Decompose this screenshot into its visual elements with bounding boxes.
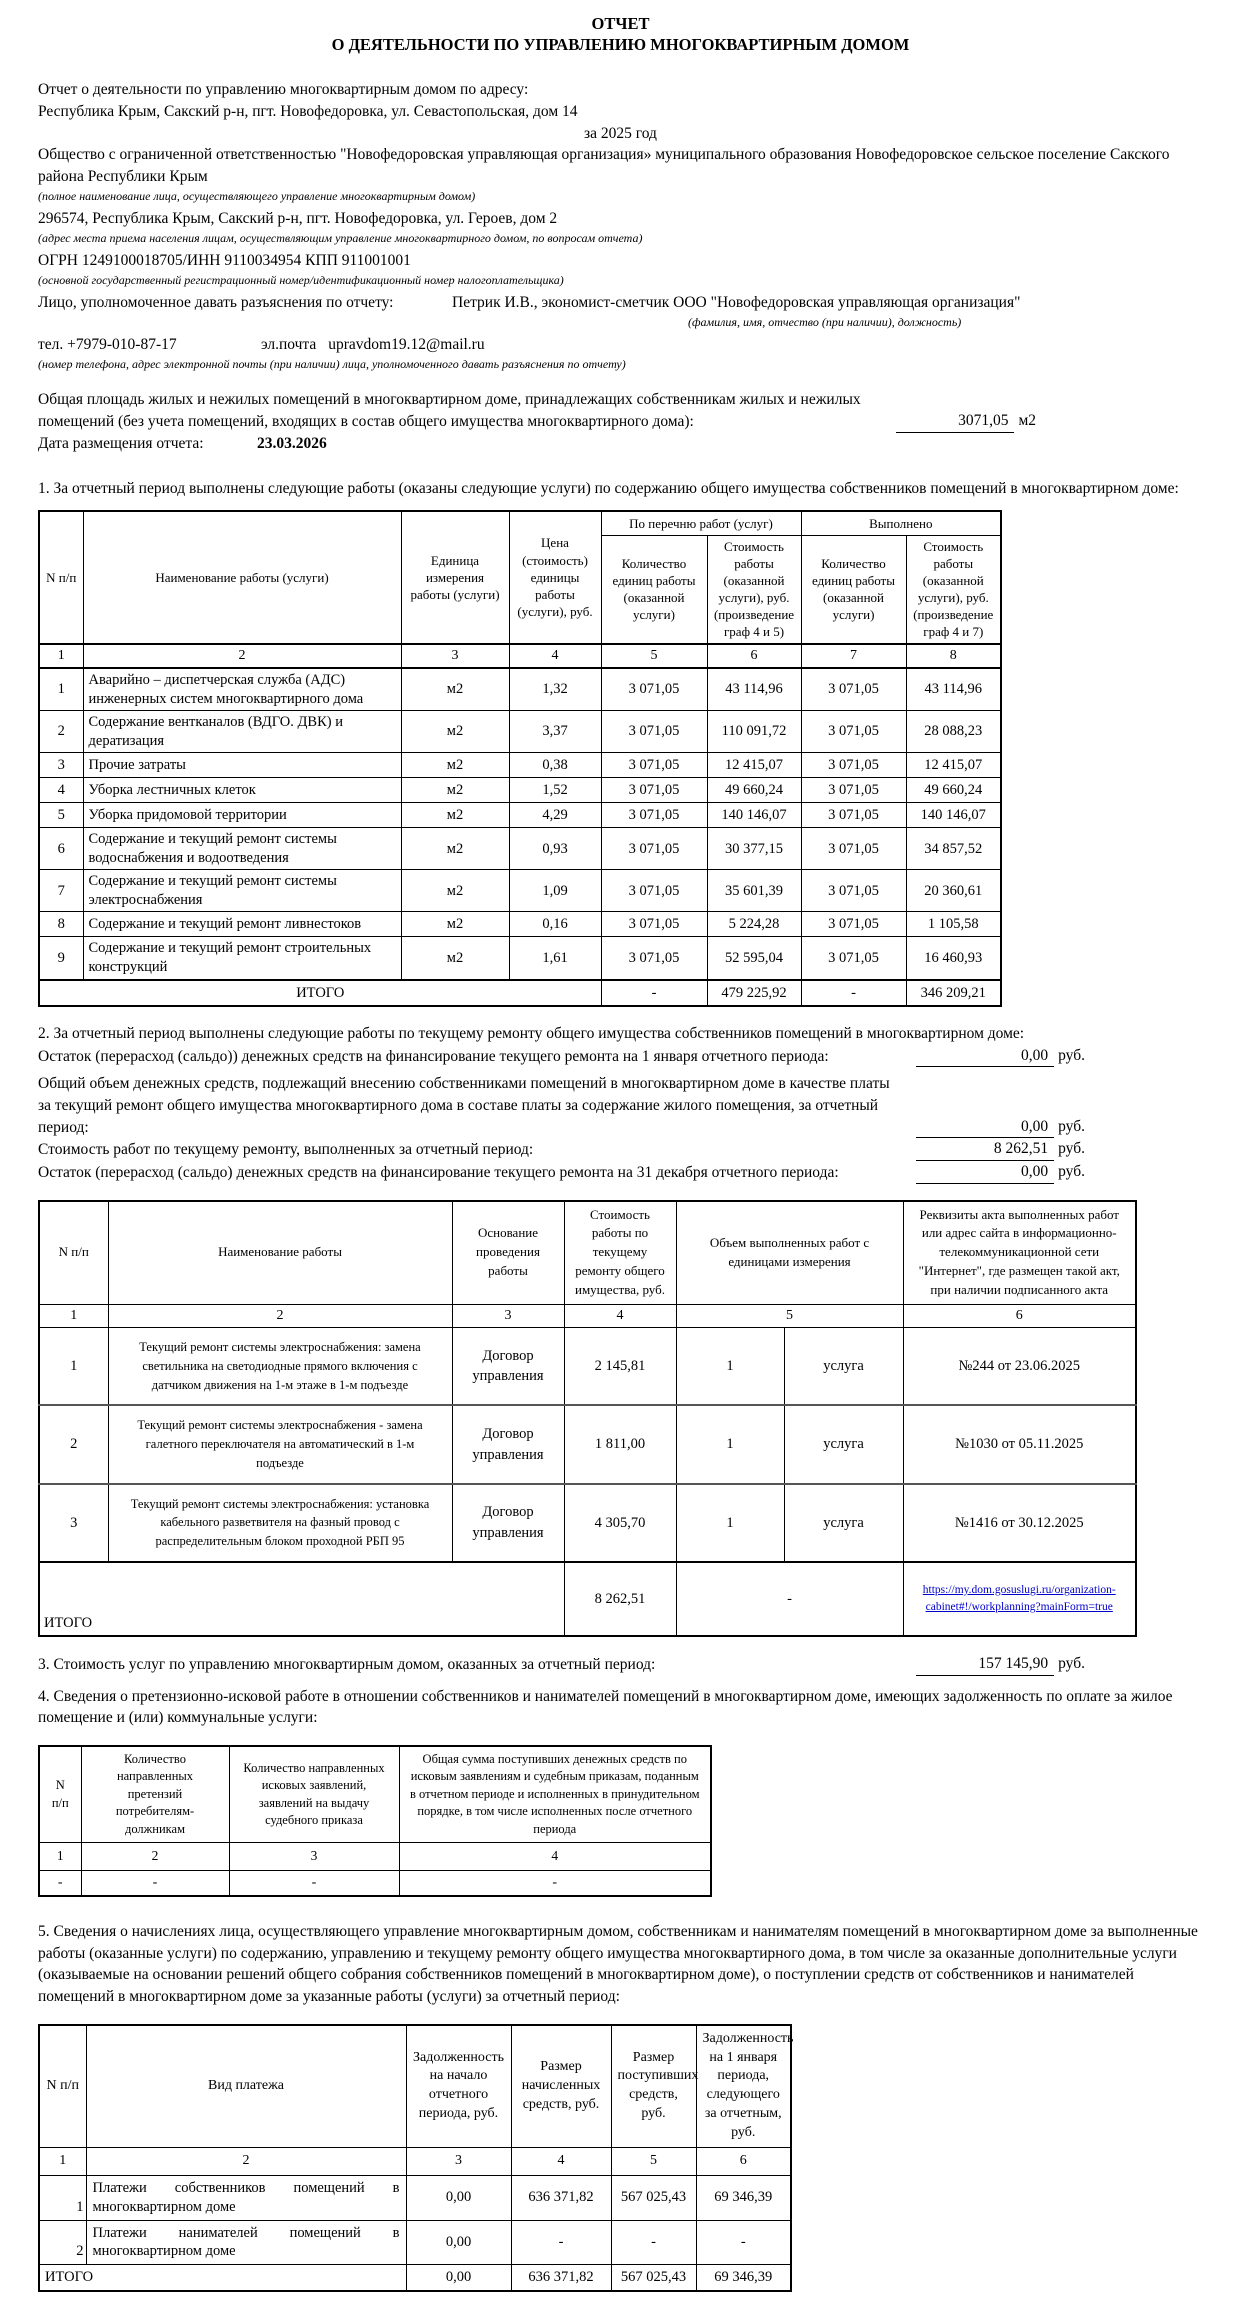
t4-header-suits: Количество направленных исковых заявлений, заявлений на выдачу судебного приказа <box>229 1746 399 1843</box>
act-link[interactable]: https://my.dom.gosuslugi.ru/organization-cabinet#!/workplanning?mainForm=true <box>922 1583 1116 1613</box>
work-unit: м2 <box>401 937 509 980</box>
work-row <box>39 753 1001 778</box>
t5-total-row <box>39 2265 791 2291</box>
contact-line <box>38 292 1203 314</box>
work-price: 3,37 <box>509 711 601 753</box>
phone-note: (номер телефона, адрес электронной почты (при наличии) лица, уполномоченного давать разъяснения по отчету) <box>38 357 626 371</box>
t1-total-cost-listed: 479 225,92 <box>707 980 801 1006</box>
work-row <box>39 828 1001 870</box>
publish-date-value: 23.03.2026 <box>257 434 327 452</box>
t4-header-claims: Количество направленных претензий потребителям-должникам <box>81 1746 229 1843</box>
work-name: Содержание и текущий ремонт строительных конструкций <box>83 937 401 980</box>
work-cost-listed: 43 114,96 <box>707 668 801 711</box>
phone-value: +7979-010-87-17 <box>67 336 177 354</box>
t5-colnum: 5 <box>611 2148 696 2176</box>
work-name: Аварийно – диспетчерская служба (АДС) инженерных систем многоквартирного дома <box>83 668 401 711</box>
t2-colnum: 6 <box>903 1304 1136 1327</box>
t2-column-numbers-row <box>39 1304 1136 1327</box>
work-cost-listed: 49 660,24 <box>707 778 801 803</box>
work-qty-listed: 3 071,05 <box>601 828 707 870</box>
org-ogrn-note: (основной государственный регистрационный номер/идентификационный номер налогоплательщика) <box>38 272 564 287</box>
t1-column-numbers-row <box>39 644 1001 668</box>
email-value: upravdom19.12@mail.ru <box>328 336 485 354</box>
t2-total-volume: - <box>676 1562 903 1636</box>
s2-balance-start-line <box>38 1045 1203 1068</box>
t4-column-numbers-row <box>39 1843 711 1871</box>
t1-colnum: 7 <box>801 644 906 668</box>
t2-header-row <box>39 1201 1136 1305</box>
work-qty-listed: 3 071,05 <box>601 711 707 753</box>
report-subtitle: О ДЕЯТЕЛЬНОСТИ ПО УПРАВЛЕНИЮ МНОГОКВАРТИРНЫМ ДОМОМ <box>331 34 910 54</box>
work-qty-done: 3 071,05 <box>801 828 906 870</box>
repair-cost: 2 145,81 <box>564 1328 676 1406</box>
house-address: Республика Крым, Сакский р-н, пгт. Новофедоровка, ул. Севастопольская, дом 14 <box>38 102 578 120</box>
payment-debt-end: 69 346,39 <box>696 2175 791 2220</box>
payment-num: 1 <box>39 2175 86 2220</box>
repair-num: 2 <box>39 1405 108 1483</box>
phone-block <box>38 334 261 356</box>
work-num: 6 <box>39 828 83 870</box>
t2-total-cost: 8 262,51 <box>564 1562 676 1636</box>
work-unit: м2 <box>401 778 509 803</box>
work-cost-done: 34 857,52 <box>906 828 1001 870</box>
t1-header-price: Цена (стоимость) единицы работы (услуги), руб. <box>509 511 601 643</box>
repair-unit: услуга <box>784 1484 903 1562</box>
payment-debt-start: 0,00 <box>406 2220 511 2265</box>
work-qty-done: 3 071,05 <box>801 912 906 937</box>
work-unit: м2 <box>401 870 509 912</box>
t1-total-cost-done: 346 209,21 <box>906 980 1001 1006</box>
repair-act: №1030 от 05.11.2025 <box>903 1405 1136 1483</box>
phone-label: тел. <box>38 336 64 354</box>
t1-total-qty-listed: - <box>601 980 707 1006</box>
s2-line-unit: руб. <box>1058 1117 1085 1135</box>
work-cost-listed: 30 377,15 <box>707 828 801 870</box>
section2-heading: 2. За отчетный период выполнены следующие работы по текущему ремонту общего имущества собственников помещений в многоквартирном доме: <box>38 1024 1025 1042</box>
repair-row <box>39 1328 1136 1406</box>
work-cost-done: 49 660,24 <box>906 778 1001 803</box>
t1-header-qty-done: Количество единиц работы (оказанной услуги) <box>801 535 906 643</box>
publish-date-label: Дата размещения отчета: <box>38 434 204 452</box>
t5-column-numbers-row <box>39 2148 791 2176</box>
work-qty-listed: 3 071,05 <box>601 668 707 711</box>
t5-header-debt-start: Задолженность на начало отчетного периода, руб. <box>406 2025 511 2148</box>
org-ogrn: ОГРН 1249100018705/ИНН 9110034954 КПП 911001001 <box>38 252 411 270</box>
s2-balance-end-line <box>38 1161 1203 1184</box>
payment-type: Платежи нанимателей помещений в многоквартирном доме <box>86 2220 406 2265</box>
t1-group-listed: По перечню работ (услуг) <box>601 511 801 535</box>
work-row <box>39 870 1001 912</box>
work-price: 1,61 <box>509 937 601 980</box>
repair-row <box>39 1405 1136 1483</box>
work-cost-done: 12 415,07 <box>906 753 1001 778</box>
work-qty-done: 3 071,05 <box>801 778 906 803</box>
total-area-value: 3071,05 <box>896 410 1014 433</box>
t1-total-row <box>39 980 1001 1006</box>
contact-label: Лицо, уполномоченное давать разъяснения по отчету: <box>38 294 394 312</box>
t4-cell: - <box>39 1871 81 1896</box>
report-title: ОТЧЕТ <box>591 14 650 33</box>
s2-line-value: 0,00 <box>916 1161 1054 1184</box>
t2-header-basis: Основание проведения работы <box>452 1201 564 1305</box>
s2-line-unit: руб. <box>1058 1046 1085 1064</box>
section3-value-block <box>916 1653 1085 1676</box>
work-price: 0,38 <box>509 753 601 778</box>
t1-header-cost-done: Стоимость работы (оказанной услуги), руб. (произведение граф 4 и 7) <box>906 535 1001 643</box>
t5-header-accrued: Размер начисленных средств, руб. <box>511 2025 611 2148</box>
t4-colnum: 3 <box>229 1843 399 1871</box>
work-price: 1,32 <box>509 668 601 711</box>
work-name: Прочие затраты <box>83 753 401 778</box>
phone-line <box>38 334 1203 356</box>
repair-num: 3 <box>39 1484 108 1562</box>
repair-basis: Договор управления <box>452 1484 564 1562</box>
t1-colnum: 8 <box>906 644 1001 668</box>
repair-volume: 1 <box>676 1405 784 1483</box>
repair-row <box>39 1484 1136 1562</box>
t2-total-link-cell <box>903 1562 1136 1636</box>
work-num: 7 <box>39 870 83 912</box>
t4-data-row <box>39 1871 711 1896</box>
report-intro-line: Отчет о деятельности по управлению многоквартирным домом по адресу: <box>38 81 529 99</box>
work-num: 5 <box>39 803 83 828</box>
s2-line-label: Общий объем денежных средств, подлежащий внесению собственниками помещений в многоквартирном доме в качестве платы за текущий ремонт общего имущества многоквартирного дома в составе платы за содержание жилого помещения, за отчетный период: <box>38 1075 890 1136</box>
payment-row <box>39 2175 791 2220</box>
t5-colnum: 3 <box>406 2148 511 2176</box>
work-unit: м2 <box>401 753 509 778</box>
work-row <box>39 912 1001 937</box>
work-num: 8 <box>39 912 83 937</box>
repair-act: №1416 от 30.12.2025 <box>903 1484 1136 1562</box>
work-unit: м2 <box>401 828 509 870</box>
repair-name: Текущий ремонт системы электроснабжения: замена светильника на светодиодные прямого включения с датчиком движения на 1-м этаже в 1-м подъезде <box>108 1328 452 1406</box>
section3-label: 3. Стоимость услуг по управлению многоквартирным домом, оказанных за отчетный период: <box>38 1655 656 1673</box>
t1-total-qty-done: - <box>801 980 906 1006</box>
work-num: 3 <box>39 753 83 778</box>
org-name: Общество с ограниченной ответственностью "Новофедоровская управляющая организация» муниципального образования Новофедоровское сельское поселение Сакского района Республики Крым <box>38 146 1170 185</box>
org-address: 296574, Республика Крым, Сакский р-н, пгт. Новофедоровка, ул. Героев, дом 2 <box>38 210 558 228</box>
email-label: эл.почта <box>261 336 317 354</box>
work-qty-listed: 3 071,05 <box>601 937 707 980</box>
work-cost-listed: 140 146,07 <box>707 803 801 828</box>
s2-line-unit: руб. <box>1058 1140 1085 1158</box>
work-price: 0,16 <box>509 912 601 937</box>
payment-received: 567 025,43 <box>611 2175 696 2220</box>
section3-unit: руб. <box>1058 1654 1085 1672</box>
work-cost-done: 20 360,61 <box>906 870 1001 912</box>
t1-header-name: Наименование работы (услуги) <box>83 511 401 643</box>
payment-received: - <box>611 2220 696 2265</box>
org-name-note: (полное наименование лица, осуществляющего управление многоквартирным домом) <box>38 188 476 203</box>
t4-cell: - <box>229 1871 399 1896</box>
section1-heading: 1. За отчетный период выполнены следующие работы (оказаны следующие услуги) по содержанию общего имущества собственников помещений в многоквартирном доме: <box>38 480 1179 498</box>
t5-colnum: 2 <box>86 2148 406 2176</box>
t1-colnum: 2 <box>83 644 401 668</box>
work-qty-listed: 3 071,05 <box>601 912 707 937</box>
total-area-line <box>38 389 1203 432</box>
work-qty-done: 3 071,05 <box>801 937 906 980</box>
t1-total-label: ИТОГО <box>39 980 601 1006</box>
publish-date-line <box>38 433 1203 455</box>
work-cost-listed: 5 224,28 <box>707 912 801 937</box>
work-cost-listed: 35 601,39 <box>707 870 801 912</box>
t5-header-received: Размер поступивших средств, руб. <box>611 2025 696 2148</box>
work-qty-listed: 3 071,05 <box>601 803 707 828</box>
s2-line-label: Остаток (перерасход (сальдо) денежных средств на финансирование текущего ремонта на 31 декабря отчетного периода: <box>38 1163 839 1181</box>
s2-total-due-line <box>38 1073 1203 1138</box>
work-row <box>39 711 1001 753</box>
t5-total-received: 567 025,43 <box>611 2265 696 2291</box>
s2-line-value-block <box>916 1116 1085 1139</box>
t1-header-cost-listed: Стоимость работы (оказанной услуги), руб. (произведение граф 4 и 5) <box>707 535 801 643</box>
t1-header-qty-listed: Количество единиц работы (оказанной услуги) <box>601 535 707 643</box>
s2-works-cost-line <box>38 1138 1203 1161</box>
s2-line-label: Стоимость работ по текущему ремонту, выполненных за отчетный период: <box>38 1141 534 1159</box>
repair-act: №244 от 23.06.2025 <box>903 1328 1136 1406</box>
work-name: Содержание и текущий ремонт системы водоснабжения и водоотведения <box>83 828 401 870</box>
work-cost-listed: 110 091,72 <box>707 711 801 753</box>
work-cost-done: 43 114,96 <box>906 668 1001 711</box>
t4-colnum: 4 <box>399 1843 711 1871</box>
s2-line-value-block <box>916 1138 1085 1161</box>
payment-accrued: - <box>511 2220 611 2265</box>
t2-header-volume: Объем выполненных работ с единицами измерения <box>676 1201 903 1305</box>
t5-header-num: N п/п <box>39 2025 86 2148</box>
maintenance-works-table <box>38 510 1002 1007</box>
repair-cost: 1 811,00 <box>564 1405 676 1483</box>
t1-colnum: 1 <box>39 644 83 668</box>
work-qty-listed: 3 071,05 <box>601 753 707 778</box>
report-period: за 2025 год <box>584 124 657 142</box>
payments-table <box>38 2024 792 2292</box>
t5-total-debt-start: 0,00 <box>406 2265 511 2291</box>
work-qty-listed: 3 071,05 <box>601 778 707 803</box>
work-qty-done: 3 071,05 <box>801 870 906 912</box>
t2-header-act: Реквизиты акта выполненных работ или адрес сайта в информационно-телекоммуникационной сети "Интернет", где размещен такой акт, при наличии подписанного акта <box>903 1201 1136 1305</box>
total-area-label: Общая площадь жилых и нежилых помещений в многоквартирном доме, принадлежащих собственникам жилых и нежилых помещений (без учета помещений, входящих в состав общего имущества многоквартирного дома): <box>38 391 861 431</box>
t4-header-sum: Общая сумма поступивших денежных средств по исковым заявлениям и судебным приказам, поданным в отчетном периоде и исполненных в принудительном порядке, в том числе исполненных после отчетного периода <box>399 1746 711 1843</box>
work-cost-done: 140 146,07 <box>906 803 1001 828</box>
work-num: 4 <box>39 778 83 803</box>
work-num: 9 <box>39 937 83 980</box>
current-repair-table <box>38 1200 1137 1637</box>
work-row <box>39 668 1001 711</box>
work-name: Содержание и текущий ремонт ливнестоков <box>83 912 401 937</box>
repair-volume: 1 <box>676 1328 784 1406</box>
work-qty-done: 3 071,05 <box>801 711 906 753</box>
payment-type: Платежи собственников помещений в многоквартирном доме <box>86 2175 406 2220</box>
claims-table <box>38 1745 712 1897</box>
payment-debt-end: - <box>696 2220 791 2265</box>
work-price: 4,29 <box>509 803 601 828</box>
work-cost-done: 16 460,93 <box>906 937 1001 980</box>
t2-header-num: N п/п <box>39 1201 108 1305</box>
work-cost-listed: 12 415,07 <box>707 753 801 778</box>
section5-heading: 5. Сведения о начислениях лица, осуществляющего управление многоквартирным домом, собственникам и нанимателям помещений в многоквартирном доме за выполненные работы (оказанные услуги) по содержанию, управлению и текущему ремонту общего имущества многоквартирного дома, в том числе за оказанные дополнительные услуги (оказываемые на основании решений общего собрания собственников помещений в многоквартирном доме), о поступлении средств от собственников и нанимателей помещений в многоквартирном доме за указанные работы (услуги) за отчетный период: <box>38 1922 1198 2005</box>
s2-line-value: 8 262,51 <box>916 1138 1054 1161</box>
contact-person: Петрик И.В., экономист-сметчик ООО "Новофедоровская управляющая организация" <box>452 294 1021 312</box>
contact-note: (фамилия, имя, отчество (при наличии), должность) <box>688 314 962 329</box>
t2-total-label: ИТОГО <box>39 1562 564 1636</box>
section3-value: 157 145,90 <box>916 1653 1054 1676</box>
s2-line-unit: руб. <box>1058 1162 1085 1180</box>
t2-header-cost: Стоимость работы по текущему ремонту общего имущества, руб. <box>564 1201 676 1305</box>
s2-line-value: 0,00 <box>916 1116 1054 1139</box>
s2-line-value-block <box>916 1045 1085 1068</box>
work-unit: м2 <box>401 711 509 753</box>
work-cost-listed: 52 595,04 <box>707 937 801 980</box>
section3-line <box>38 1653 1203 1676</box>
t1-header-unit: Единица измерения работы (услуги) <box>401 511 509 643</box>
t5-header-debt-end: Задолженность на 1 января периода, следующего за отчетным, руб. <box>696 2025 791 2148</box>
t1-colnum: 5 <box>601 644 707 668</box>
t2-colnum: 3 <box>452 1304 564 1327</box>
t1-header-num: N п/п <box>39 511 83 643</box>
work-price: 1,52 <box>509 778 601 803</box>
payment-accrued: 636 371,82 <box>511 2175 611 2220</box>
repair-volume: 1 <box>676 1484 784 1562</box>
t1-colnum: 4 <box>509 644 601 668</box>
repair-name: Текущий ремонт системы электроснабжения: установка кабельного разветвителя на фазный провод с распределительным блоком проходной РБП 95 <box>108 1484 452 1562</box>
t2-colnum: 1 <box>39 1304 108 1327</box>
t2-total-row <box>39 1562 1136 1636</box>
payment-row <box>39 2220 791 2265</box>
t5-colnum: 6 <box>696 2148 791 2176</box>
repair-unit: услуга <box>784 1405 903 1483</box>
work-cost-done: 1 105,58 <box>906 912 1001 937</box>
s2-line-value: 0,00 <box>916 1045 1054 1068</box>
repair-unit: услуга <box>784 1328 903 1406</box>
work-row <box>39 937 1001 980</box>
work-row <box>39 778 1001 803</box>
t4-cell: - <box>81 1871 229 1896</box>
total-area-unit: м2 <box>1018 412 1036 430</box>
total-area-value-block <box>896 410 1036 433</box>
work-unit: м2 <box>401 912 509 937</box>
t2-colnum: 2 <box>108 1304 452 1327</box>
work-price: 0,93 <box>509 828 601 870</box>
work-unit: м2 <box>401 668 509 711</box>
s2-line-label: Остаток (перерасход (сальдо)) денежных средств на финансирование текущего ремонта на 1 января отчетного периода: <box>38 1047 829 1065</box>
work-name: Содержание вентканалов (ВДГО. ДВК) и дератизация <box>83 711 401 753</box>
work-qty-done: 3 071,05 <box>801 753 906 778</box>
section4-heading: 4. Сведения о претензионно-исковой работе в отношении собственников и нанимателей помещений в многоквартирном доме, имеющих задолженность по оплате за жилое помещение и (или) коммунальные услуги: <box>38 1687 1173 1727</box>
work-qty-done: 3 071,05 <box>801 668 906 711</box>
t5-total-label: ИТОГО <box>39 2265 406 2291</box>
t4-cell: - <box>399 1871 711 1896</box>
t1-colnum: 6 <box>707 644 801 668</box>
t5-header-type: Вид платежа <box>86 2025 406 2148</box>
work-num: 2 <box>39 711 83 753</box>
t5-colnum: 1 <box>39 2148 86 2176</box>
repair-cost: 4 305,70 <box>564 1484 676 1562</box>
repair-name: Текущий ремонт системы электроснабжения - замена галетного переключателя на автоматический в 1-м подъезде <box>108 1405 452 1483</box>
work-qty-done: 3 071,05 <box>801 803 906 828</box>
t1-group-done: Выполнено <box>801 511 1001 535</box>
t4-header-row <box>39 1746 711 1843</box>
work-qty-listed: 3 071,05 <box>601 870 707 912</box>
t5-header-row <box>39 2025 791 2148</box>
repair-basis: Договор управления <box>452 1328 564 1406</box>
s2-line-value-block <box>916 1161 1085 1184</box>
t5-total-debt-end: 69 346,39 <box>696 2265 791 2291</box>
work-name: Содержание и текущий ремонт системы электроснабжения <box>83 870 401 912</box>
work-name: Уборка лестничных клеток <box>83 778 401 803</box>
payment-debt-start: 0,00 <box>406 2175 511 2220</box>
t4-colnum: 1 <box>39 1843 81 1871</box>
work-price: 1,09 <box>509 870 601 912</box>
work-num: 1 <box>39 668 83 711</box>
t2-colnum: 4 <box>564 1304 676 1327</box>
repair-num: 1 <box>39 1328 108 1406</box>
payment-num: 2 <box>39 2220 86 2265</box>
t4-colnum: 2 <box>81 1843 229 1871</box>
work-row <box>39 803 1001 828</box>
t2-colnum: 5 <box>676 1304 903 1327</box>
t2-header-name: Наименование работы <box>108 1201 452 1305</box>
work-unit: м2 <box>401 803 509 828</box>
work-cost-done: 28 088,23 <box>906 711 1001 753</box>
t1-colnum: 3 <box>401 644 509 668</box>
work-name: Уборка придомовой территории <box>83 803 401 828</box>
t5-colnum: 4 <box>511 2148 611 2176</box>
org-address-note: (адрес места приема населения лицам, осуществляющим управление многоквартирного домом, по вопросам отчета) <box>38 230 643 245</box>
t1-group-header-row <box>39 511 1001 535</box>
t5-total-accrued: 636 371,82 <box>511 2265 611 2291</box>
repair-basis: Договор управления <box>452 1405 564 1483</box>
t4-header-num: N п/п <box>39 1746 81 1843</box>
